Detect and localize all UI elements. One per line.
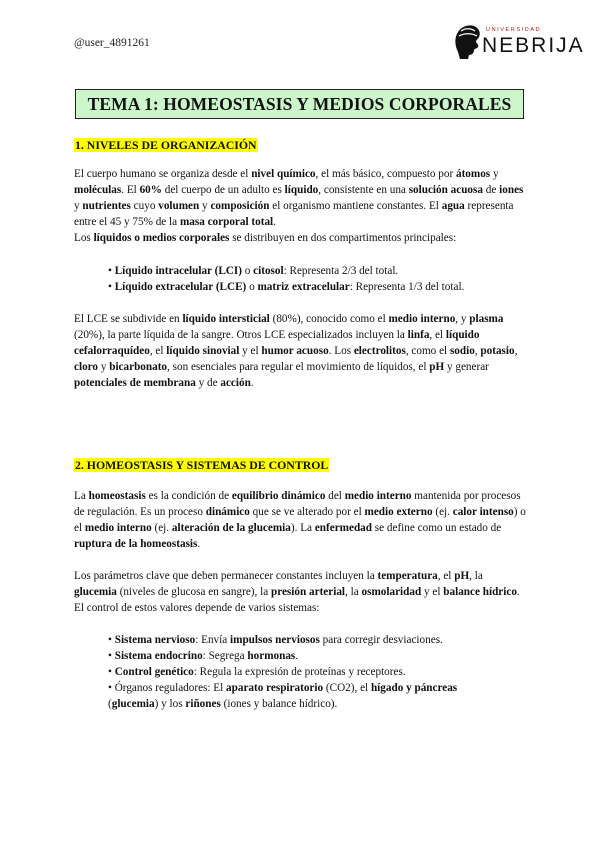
bold-term: Líquido extracelular (LCE) bbox=[114, 281, 247, 294]
bold-term: impulsos nerviosos bbox=[230, 634, 320, 646]
bold-term: Sistema nervioso bbox=[114, 634, 196, 646]
bold-term: temperatura bbox=[377, 570, 438, 582]
bold-term: alteración de la glucemia bbox=[171, 522, 291, 535]
bold-term: hormonas bbox=[247, 650, 296, 663]
bold-term: glucemia bbox=[111, 698, 155, 711]
bold-term: potenciales de membrana bbox=[74, 377, 196, 390]
bold-term: medio interno bbox=[344, 490, 412, 502]
page-title: TEMA 1: HOMEOSTASIS Y MEDIOS CORPORALES bbox=[87, 93, 512, 114]
bold-term: ruptura de la homeostasis bbox=[74, 538, 198, 551]
paragraph: El LCE se subdivide en líquido intersticial (80%), conocido como el medio interno, y plasma (20%), la parte líquida de la sangre. Otros LCE especializados incluyen la linfa, el líquido cefalorraquídeo, el líquido sinovial y el humor acuoso. Los electrolitos, como el sodio, potasio, cloro y bicarbonato, son esenciales para regular el movimiento de líquidos, el pH y generar potenciales de membrana y de acción. bbox=[74, 313, 518, 390]
bold-term: balance hídrico bbox=[443, 586, 517, 599]
bold-term: masa corporal total bbox=[179, 216, 274, 229]
list-item: • Sistema nervioso: Envía impulsos nerviosos para corregir desviaciones. bbox=[108, 634, 443, 646]
bold-term: glucemia bbox=[74, 586, 117, 599]
bold-term: humor acuoso bbox=[261, 345, 329, 358]
paragraph: La homeostasis es la condición de equilibrio dinámico del medio interno mantenida por procesos de regulación. Es un proceso dinámico que se ve alterado por el medio externo (ej. calor intenso) o el medio interno (ej. alteración de la glucemia). La enfermedad se define como un estado de ruptura de la homeostasis. bbox=[74, 490, 526, 551]
list-item: • Líquido extracelular (LCE) o matriz extracelular: Representa 1/3 del total. bbox=[108, 281, 465, 294]
bold-term: líquido cefalorraquídeo bbox=[74, 329, 480, 358]
bold-term: Sistema endocrino bbox=[114, 650, 203, 663]
list-item: • Sistema endocrino: Segrega hormonas. bbox=[108, 650, 299, 663]
logo-wordmark: NEBRIJA bbox=[482, 34, 585, 57]
bold-term: moléculas bbox=[74, 184, 122, 197]
paragraph: El cuerpo humano se organiza desde el nivel químico, el más básico, compuesto por átomos y moléculas. El 60% del cuerpo de un adulto es líquido, consistente en una solución acuosa de iones y nutrientes cuyo volumen y composición el organismo mantiene constantes. El agua representa entre el 45 y 75% de la masa corporal total. bbox=[74, 168, 524, 229]
paragraph: Los líquidos o medios corporales se distribuyen en dos compartimentos principales: bbox=[74, 232, 457, 244]
bold-term: plasma bbox=[469, 313, 504, 325]
bold-term: iones bbox=[499, 184, 524, 197]
bold-term: volumen bbox=[158, 200, 200, 213]
bold-term: líquido bbox=[284, 184, 319, 197]
bold-term: cloro bbox=[74, 361, 99, 374]
list-item: • Órganos reguladores: El aparato respiratorio (CO2), el hígado y páncreas bbox=[108, 682, 458, 695]
bold-term: solución acuosa bbox=[408, 184, 483, 197]
bold-term: átomos bbox=[455, 168, 491, 180]
nebrija-head-icon bbox=[452, 22, 482, 60]
bold-term: 60% bbox=[139, 184, 162, 197]
bold-term: composición bbox=[210, 200, 270, 213]
bold-term: líquido sinovial bbox=[166, 345, 240, 358]
bold-term: potasio bbox=[480, 345, 515, 358]
bold-term: homeostasis bbox=[88, 490, 146, 502]
list-item: • Control genético: Regula la expresión de proteínas y receptores. bbox=[108, 666, 406, 679]
list-item: • Líquido intracelular (LCI) o citosol: Representa 2/3 del total. bbox=[108, 265, 399, 277]
bold-term: nivel químico bbox=[251, 168, 316, 180]
bold-term: líquidos o medios corporales bbox=[93, 232, 230, 244]
username-header: @user_4891261 bbox=[74, 37, 150, 49]
bold-term: citosol bbox=[253, 265, 284, 277]
bold-term: Control genético bbox=[114, 666, 194, 679]
bold-term: dinámico bbox=[205, 506, 250, 519]
bold-term: equilibrio dinámico bbox=[231, 490, 326, 502]
bullet-list bbox=[108, 263, 528, 295]
bold-term: bicarbonato bbox=[109, 361, 168, 374]
bold-term: riñones bbox=[185, 698, 221, 711]
bold-term: matriz extracelular bbox=[257, 281, 350, 294]
bold-term: linfa bbox=[407, 329, 430, 342]
bold-term: agua bbox=[441, 200, 465, 213]
bold-term: líquido intersticial bbox=[182, 313, 270, 325]
list-item: (glucemia) y los riñones (iones y balance hídrico). bbox=[108, 698, 338, 711]
bold-term: pH bbox=[429, 361, 445, 374]
bullet-list bbox=[108, 632, 528, 712]
bold-term: presión arterial bbox=[270, 586, 346, 599]
bold-term: hígado y páncreas bbox=[370, 682, 458, 695]
bold-term: calor intenso bbox=[452, 506, 514, 519]
bold-term: enfermedad bbox=[314, 522, 372, 535]
section-heading-2: 2. HOMEOSTASIS Y SISTEMAS DE CONTROL bbox=[75, 458, 329, 472]
bold-term: acción bbox=[220, 377, 251, 390]
bold-term: electrolitos bbox=[353, 345, 406, 358]
bold-term: medio interno bbox=[84, 522, 152, 535]
bold-term: osmolaridad bbox=[361, 586, 422, 599]
bold-term: pH bbox=[454, 570, 470, 582]
logo-tagline: UNIVERSIDAD bbox=[486, 27, 542, 33]
bold-term: sodio bbox=[449, 345, 475, 358]
bold-term: medio interno bbox=[388, 313, 456, 325]
title-box bbox=[75, 89, 524, 119]
bold-term: aparato respiratorio bbox=[226, 682, 324, 695]
section-heading-1: 1. NIVELES DE ORGANIZACIÓN bbox=[75, 138, 257, 152]
bold-term: medio externo bbox=[364, 506, 433, 519]
nebrija-logo bbox=[452, 22, 585, 60]
paragraph: Los parámetros clave que deben permanecer constantes incluyen la temperatura, el pH, la glucemia (niveles de glucosa en sangre), la presión arterial, la osmolaridad y el balance hídrico. El control de estos valores depende de varios sistemas: bbox=[74, 570, 520, 615]
bold-term: Líquido intracelular (LCI) bbox=[114, 265, 242, 277]
bold-term: nutrientes bbox=[82, 200, 131, 213]
